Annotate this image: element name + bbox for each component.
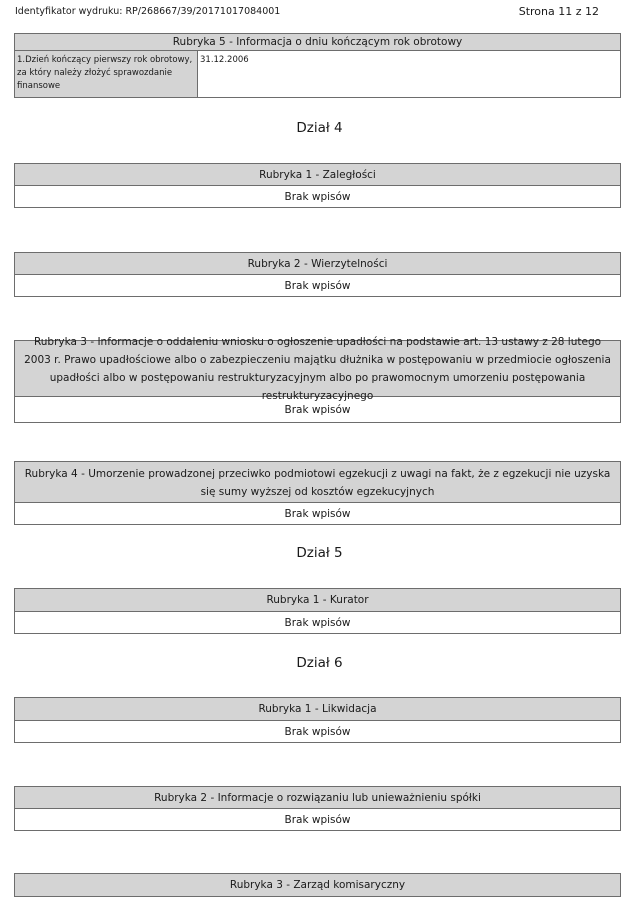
rubryka-title: Rubryka 2 - Wierzytelności bbox=[15, 253, 620, 275]
dzial-4-rubryka-1 bbox=[14, 163, 621, 208]
rubryka-5-title: Rubryka 5 - Informacja o dniu kończącym rok obrotowy bbox=[15, 34, 620, 51]
rubryka-content: Brak wpisów bbox=[284, 507, 351, 520]
page-number: Strona 11 z 12 bbox=[518, 5, 599, 18]
dzial-6-heading: Dział 6 bbox=[296, 655, 343, 671]
rubryka-title: Rubryka 4 - Umorzenie prowadzonej przeciwko podmiotowi egzekucji z uwagi na fakt, że z egzekucji nie uzyska się sumy wyższej od kosztów egzekucyjnych bbox=[15, 462, 620, 503]
rubryka-content: Brak wpisów bbox=[284, 813, 351, 826]
dzial-4-rubryka-4 bbox=[14, 461, 621, 525]
rubryka-5-section bbox=[14, 33, 621, 98]
document-identifier: Identyfikator wydruku: RP/268667/39/20171017084001 bbox=[15, 6, 281, 17]
dzial-4-rubryka-2 bbox=[14, 252, 621, 297]
field-value: 31.12.2006 bbox=[200, 55, 249, 65]
rubryka-content: Brak wpisów bbox=[284, 725, 351, 738]
field-label: 1.Dzień kończący pierwszy rok obrotowy, za który należy złożyć sprawozdanie finansowe bbox=[15, 51, 198, 97]
rubryka-content: Brak wpisów bbox=[284, 279, 351, 292]
rubryka-title: Rubryka 1 - Kurator bbox=[15, 589, 620, 612]
rubryka-title: Rubryka 1 - Likwidacja bbox=[15, 698, 620, 721]
rubryka-content: Brak wpisów bbox=[284, 403, 351, 416]
rubryka-title: Rubryka 1 - Zaległości bbox=[15, 164, 620, 186]
rubryka-content: Brak wpisów bbox=[284, 190, 351, 203]
dzial-5-rubryka-1 bbox=[14, 588, 621, 634]
rubryka-title: Rubryka 3 - Informacje o oddaleniu wniosku o ogłoszenie upadłości na podstawie art. 13 ustawy z 28 lutego 2003 r. Prawo upadłościowe albo o zabezpieczeniu majątku dłużnika w postępowaniu w przedmiocie ogłoszenia upadłości albo w postępowaniu restrukturyzacyjnym albo po prawomocnym umorzeniu postępowania restrukturyzacyjnego bbox=[15, 341, 620, 397]
dzial-5-heading: Dział 5 bbox=[296, 545, 343, 561]
rubryka-5-row bbox=[15, 51, 620, 97]
dzial-4-heading: Dział 4 bbox=[296, 120, 343, 136]
dzial-6-rubryka-3 bbox=[14, 873, 621, 897]
dzial-4-rubryka-3 bbox=[14, 336, 621, 423]
dzial-6-rubryka-1 bbox=[14, 697, 621, 743]
rubryka-content: Brak wpisów bbox=[284, 616, 351, 629]
rubryka-title: Rubryka 3 - Zarząd komisaryczny bbox=[15, 874, 620, 897]
dzial-6-rubryka-2 bbox=[14, 786, 621, 831]
rubryka-title: Rubryka 2 - Informacje o rozwiązaniu lub unieważnieniu spółki bbox=[15, 787, 620, 809]
